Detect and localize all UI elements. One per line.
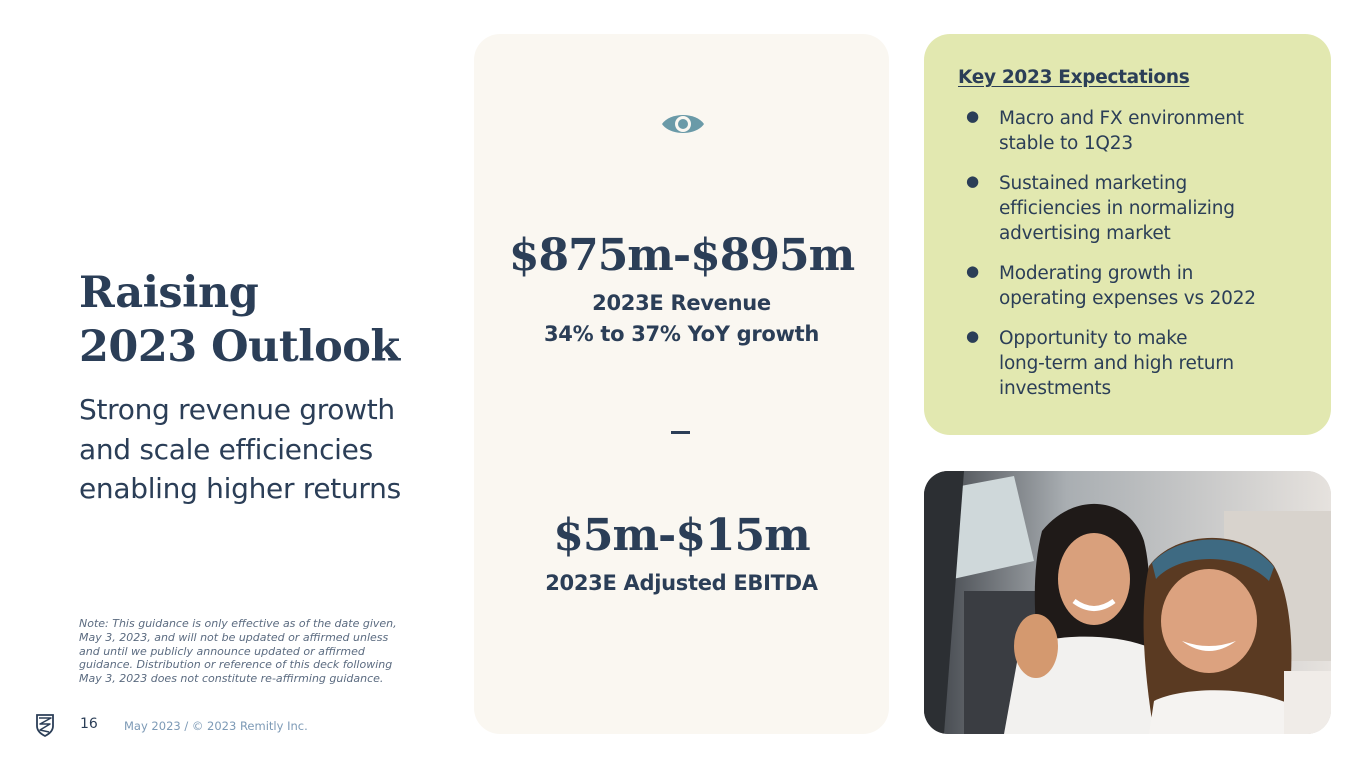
slide-title-line-2: 2023 Outlook xyxy=(79,322,400,372)
expectation-line: stable to 1Q23 xyxy=(999,133,1133,154)
expectation-line: Opportunity to make xyxy=(999,328,1188,349)
bullet-icon: ● xyxy=(966,172,980,190)
expectation-line: Macro and FX environment xyxy=(999,108,1244,129)
subtitle-line-2: and scale efficiencies xyxy=(79,432,373,466)
slide-title xyxy=(79,266,459,374)
guidance-card xyxy=(474,34,889,734)
expectation-text xyxy=(999,171,1316,246)
bullet-icon: ● xyxy=(966,262,980,280)
bullet-icon: ● xyxy=(966,327,980,345)
revenue-guidance-label: 2023E Revenue xyxy=(592,291,771,315)
expectation-line: operating expenses vs 2022 xyxy=(999,288,1256,309)
expectations-list xyxy=(966,106,1316,416)
page-number: 16 xyxy=(80,716,98,732)
ebitda-guidance-label: 2023E Adjusted EBITDA xyxy=(545,571,818,595)
expectations-heading: Key 2023 Expectations xyxy=(958,67,1190,88)
revenue-growth-text: 34% to 37% YoY growth xyxy=(543,322,820,346)
revenue-guidance-value: $875m-$895m xyxy=(508,230,855,281)
expectation-line: long-term and high return xyxy=(999,353,1234,374)
bullet-icon: ● xyxy=(966,107,980,125)
remitly-shield-icon xyxy=(35,713,55,737)
expectation-line: Moderating growth in xyxy=(999,263,1194,284)
subtitle-line-3: enabling higher returns xyxy=(79,472,401,505)
eye-icon xyxy=(660,109,706,139)
expectations-card xyxy=(924,34,1331,435)
list-item xyxy=(966,326,1316,401)
expectation-line: advertising market xyxy=(999,223,1171,244)
list-item xyxy=(966,106,1316,156)
expectation-text xyxy=(999,106,1316,156)
slide-title-line-1: Raising xyxy=(79,268,259,318)
section-divider xyxy=(671,431,690,434)
expectation-line: investments xyxy=(999,378,1111,399)
expectation-line: efficiencies in normalizing xyxy=(999,198,1235,219)
slide-subtitle xyxy=(79,390,459,509)
expectation-line: Sustained marketing xyxy=(999,173,1188,194)
expectation-text xyxy=(999,326,1316,401)
footer-copyright: May 2023 / © 2023 Remitly Inc. xyxy=(124,719,308,733)
ebitda-guidance-value: $5m-$15m xyxy=(553,510,810,561)
photo-two-women-in-car-icon xyxy=(924,471,1331,734)
list-item xyxy=(966,261,1316,311)
list-item xyxy=(966,171,1316,246)
subtitle-line-1: Strong revenue growth xyxy=(79,393,395,426)
guidance-note: Note: This guidance is only effective as of the date given, May 3, 2023, and will not be updated or affirmed unless and until we publicly announce updated or affirmed guidance. Distribution or reference of this deck following May 3, 2023 does not constitute re-affirming guidance. xyxy=(79,617,397,686)
expectation-text xyxy=(999,261,1316,311)
